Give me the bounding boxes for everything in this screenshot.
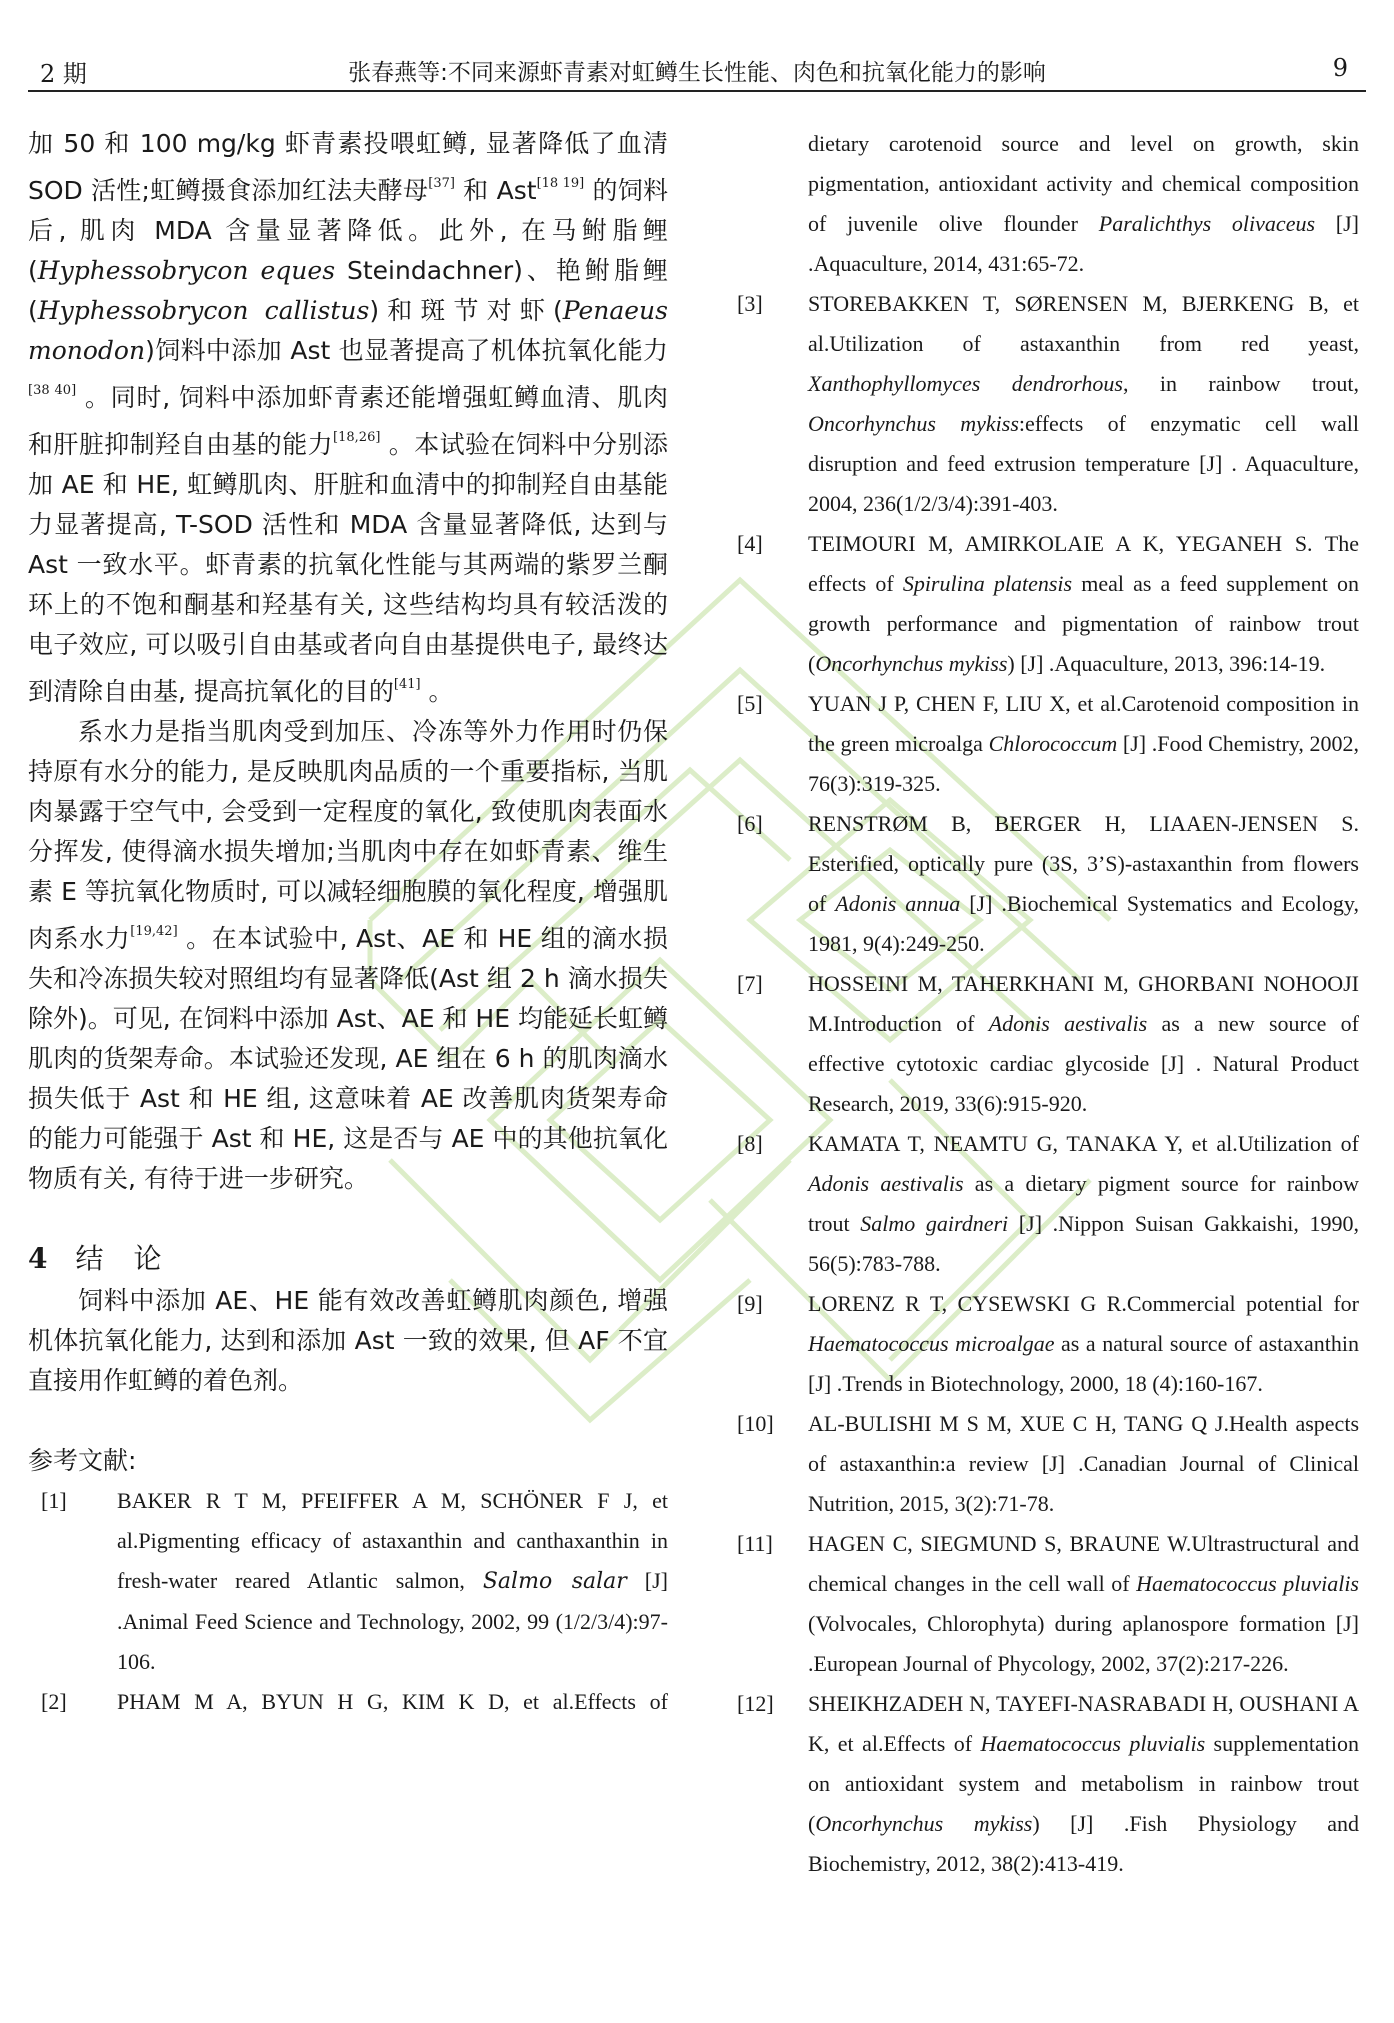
section-heading-conclusion: [28, 1237, 668, 1281]
reference-item: [737, 804, 1359, 964]
species-name: Haematococcus pluvialis: [980, 1731, 1206, 1756]
discussion-paragraph-water-holding: [28, 712, 668, 1199]
text-run: (Volvocales, Chlorophyta) during aplanospore formation [J] .European Journal of Phycology, 2002, 37(2):217-226.: [808, 1611, 1359, 1676]
section-title: 结论: [75, 1242, 192, 1275]
species-name: Salmo gairdneri: [860, 1211, 1009, 1236]
species-name: Adonis aestivalis: [808, 1171, 964, 1196]
reference-continuation: [808, 124, 1359, 284]
text-run: [J] .Food Chemistry, 2002, 76(3):319-325.: [808, 731, 1359, 796]
reference-item: [737, 524, 1359, 684]
reference-text: [808, 1524, 1359, 1684]
text-run: HOSSEINI M, TAHERKHANI M, GHORBANI NOHOOJI M.Introduction of: [808, 971, 1359, 1036]
text-run: , in rainbow trout,: [1122, 371, 1359, 396]
text-run: 系水力是指当肌肉受到加压、冷冻等外力作用时仍保持原有水分的能力, 是反映肌肉品质的一个重要指标, 当肌肉暴露于空气中, 会受到一定程度的氧化, 致使肌肉表面水分挥发, 使得滴水损失增加;当肌肉中存在如虾青素、维生素 E 等抗氧化物质时, 可以减轻细胞膜的氧化程度, 增强肌肉系水力: [28, 717, 668, 953]
text-run: 。本试验在饲料中分别添加 AE 和 HE, 虹鳟肌肉、肝脏和血清中的抑制羟自由基能力显著提高, T-SOD 活性和 MDA 含量显著降低, 达到与 Ast 一致水平。虾青素的抗氧化性能与其两端的紫罗兰酮环上的不饱和酮基和羟基有关, 这些结构均具有较活泼的电子效应, 可以吸引自由基或者向自由基提供电子, 最终达到清除自由基, 提高抗氧化的目的: [28, 430, 668, 706]
species-name: Oncorhynchus mykiss: [815, 1811, 1033, 1836]
text-run: [J] .Aquaculture, 2014, 431:65-72.: [808, 211, 1359, 276]
species-name: Paralichthys olivaceus: [1098, 211, 1316, 236]
reference-item: [41, 1682, 668, 1722]
text-run: ) [J] .Aquaculture, 2013, 396:14-19.: [1007, 651, 1326, 676]
text-run: [J] .Nippon Suisan Gakkaishi, 1990, 56(5):783-788.: [808, 1211, 1359, 1276]
citation-38-40[interactable]: [38 40]: [28, 383, 77, 398]
species-name: Haematococcus microalgae: [808, 1331, 1055, 1356]
text-run: STOREBAKKEN T, SØRENSEN M, BJERKENG B, et al.Utilization of astaxanthin from red yeast,: [808, 291, 1359, 356]
species-name: Oncorhynchus mykiss: [808, 411, 1019, 436]
reference-text: [117, 1481, 668, 1682]
reference-item: [737, 964, 1359, 1124]
text-run: Steindachner)、艳鲋脂鲤(: [28, 256, 668, 325]
species-name: Hyphessobrycon eques: [37, 256, 336, 285]
text-run: as a dietary pigment source for rainbow trout: [808, 1171, 1359, 1236]
reference-number: [10]: [737, 1411, 774, 1436]
text-run: supplementation on antioxidant system and metabolism in rainbow trout (: [808, 1731, 1359, 1836]
text-run: RENSTRØM B, BERGER H, LIAAEN-JENSEN S. Esterified, optically pure (3S, 3’S)-astaxanthin from flowers of: [808, 811, 1359, 916]
species-name: Oncorhynchus mykiss: [815, 651, 1008, 676]
text-run: [J] .Biochemical Systematics and Ecology, 1981, 9(4):249-250.: [808, 891, 1359, 956]
citation-19-42[interactable]: [19,42]: [130, 924, 178, 939]
text-run: [J] .Animal Feed Science and Technology, 2002, 99 (1/2/3/4):97-106.: [117, 1568, 669, 1674]
reference-item: [737, 1404, 1359, 1524]
reference-number: [1]: [41, 1488, 67, 1513]
reference-text: [808, 284, 1359, 524]
species-name: Adonis annua: [835, 891, 961, 916]
references-heading: 参考文献:: [28, 1446, 137, 1475]
reference-text: [808, 1284, 1359, 1404]
text-run: ) [J] .Fish Physiology and Biochemistry, 2012, 38(2):413-419.: [808, 1811, 1359, 1876]
citation-18-19[interactable]: [18 19]: [536, 176, 585, 191]
text-run: 。在本试验中, Ast、AE 和 HE 组的滴水损失和冷冻损失较对照组均有显著降低(Ast 组 2 h 滴水损失除外)。可见, 在饲料中添加 Ast、AE 和 HE 均能延长虹鳟肌肉的货架寿命。本试验还发现, AE 组在 6 h 的肌肉滴水损失低于 Ast 和 HE 组, 这意味着 AE 改善肌肉货架寿命的能力可能强于 Ast 和 HE, 这是否与 AE 中的其他抗氧化物质有关, 有待于进一步研究。: [28, 924, 668, 1193]
reference-text: [808, 1404, 1359, 1524]
reference-text: [808, 1124, 1359, 1284]
issue-number: 2 期: [40, 60, 87, 88]
text-run: dietary carotenoid source and level on growth, skin pigmentation, antioxidant activity and chemical composition of juvenile olive flounder: [808, 131, 1359, 236]
text-run: HAGEN C, SIEGMUND S, BRAUNE W.Ultrastructural and chemical changes in the cell wall of: [808, 1531, 1359, 1596]
text-run: as a natural source of astaxanthin [J] .Trends in Biotechnology, 2000, 18 (4):160-167.: [808, 1331, 1359, 1396]
reference-number: [3]: [737, 291, 763, 316]
text-run: AL-BULISHI M S M, XUE C H, TANG Q J.Health aspects of astaxanthin:a review [J] .Canadian Journal of Clinical Nutrition, 2015, 3(2):71-78.: [808, 1411, 1359, 1516]
text-run: )和斑节对虾(: [369, 296, 563, 325]
text-run: :effects of enzymatic cell wall disruption and feed extrusion temperature [J] . Aquaculture, 2004, 236(1/2/3/4):391-403.: [808, 411, 1360, 516]
species-name: Haematococcus pluvialis: [1136, 1571, 1359, 1596]
text-run: SHEIKHZADEH N, TAYEFI-NASRABADI H, OUSHANI A K, et al.Effects of: [808, 1691, 1359, 1756]
species-name: Adonis aestivalis: [988, 1011, 1148, 1036]
running-title: 张春燕等:不同来源虾青素对虹鳟生长性能、肉色和抗氧化能力的影响: [348, 60, 1046, 86]
reference-list: [737, 284, 1359, 1884]
text-run: YUAN J P, CHEN F, LIU X, et al.Carotenoid composition in the green microalga: [808, 691, 1359, 756]
reference-text: [808, 684, 1359, 804]
text-run: 。同时, 饲料中添加虾青素还能增强虹鳟血清、肌肉和肝脏抑制羟自由基的能力: [28, 383, 668, 459]
text-run: TEIMOURI M, AMIRKOLAIE A K, YEGANEH S. The effects of: [808, 531, 1359, 596]
text-run: meal as a feed supplement on growth performance and pigmentation of rainbow trout (: [808, 571, 1359, 676]
text-run: 和 Ast: [454, 176, 537, 205]
reference-text: PHAM M A, BYUN H G, KIM K D, et al.Effects of: [117, 1689, 668, 1714]
page-number: 9: [1332, 54, 1348, 82]
reference-item: [737, 1684, 1359, 1884]
section-number: 4: [28, 1242, 48, 1275]
species-name: Penaeus monodon: [28, 296, 668, 365]
text-run: KAMATA T, NEAMTU G, TANAKA Y, et al.Utilization of: [808, 1131, 1359, 1156]
reference-item: [737, 1124, 1359, 1284]
reference-item: [737, 684, 1359, 804]
text-run: )饲料中添加 Ast 也显著提高了机体抗氧化能力: [145, 336, 668, 365]
reference-number: [5]: [737, 691, 763, 716]
species-name: Xanthophyllomyces dendrorhous: [808, 371, 1123, 396]
species-name: Chlorococcum: [988, 731, 1118, 756]
species-name: Spirulina platensis: [902, 571, 1073, 596]
text-run: LORENZ R T, CYSEWSKI G R.Commercial potential for: [808, 1291, 1359, 1316]
right-column: [737, 124, 1359, 1884]
reference-number: [2]: [41, 1689, 67, 1714]
reference-number: [9]: [737, 1291, 763, 1316]
reference-text: [808, 964, 1359, 1124]
reference-item: [737, 1524, 1359, 1684]
reference-text: [808, 1684, 1359, 1884]
reference-number: [7]: [737, 971, 763, 996]
left-column: [28, 124, 668, 1722]
citation-37[interactable]: [37]: [428, 176, 455, 191]
reference-number: [6]: [737, 811, 763, 836]
running-header: [28, 48, 1366, 92]
reference-number: [12]: [737, 1691, 774, 1716]
reference-text: [808, 804, 1359, 964]
reference-text: [808, 524, 1359, 684]
reference-number: [8]: [737, 1131, 763, 1156]
reference-item: [737, 284, 1359, 524]
conclusion-paragraph: 饲料中添加 AE、HE 能有效改善虹鳟肌肉颜色, 增强机体抗氧化能力, 达到和添加 Ast 一致的效果, 但 AF 不宜直接用作虹鳟的着色剂。: [28, 1286, 668, 1395]
reference-number: [4]: [737, 531, 763, 556]
text-run: 的饲料后, 肌肉 MDA 含量显著降低。此外, 在马鲋脂鲤 (: [28, 176, 668, 285]
species-name: Hyphessobrycon callistus: [37, 296, 370, 325]
reference-number: [11]: [737, 1531, 773, 1556]
citation-41[interactable]: [41]: [393, 677, 421, 692]
text-run: 加 50 和 100 mg/kg 虾青素投喂虹鳟, 显著降低了血清 SOD 活性;虹鳟摄食添加红法夫酵母: [28, 129, 668, 205]
citation-18-26[interactable]: [18,26]: [333, 430, 381, 445]
reference-item: [737, 1284, 1359, 1404]
text-run: BAKER R T M, PFEIFFER A M, SCHÖNER F J, et al.Pigmenting efficacy of astaxanthin and canthaxanthin in fresh-water reared Atlantic salmon,: [117, 1488, 668, 1593]
discussion-paragraph-antioxidant: [28, 124, 668, 712]
text-run: 。: [420, 677, 454, 706]
text-run: as a new source of effective cytotoxic cardiac glycoside [J] . Natural Product Research, 2019, 33(6):915-920.: [808, 1011, 1359, 1116]
species-name: Salmo salar: [482, 1569, 627, 1594]
reference-item: [41, 1481, 668, 1682]
